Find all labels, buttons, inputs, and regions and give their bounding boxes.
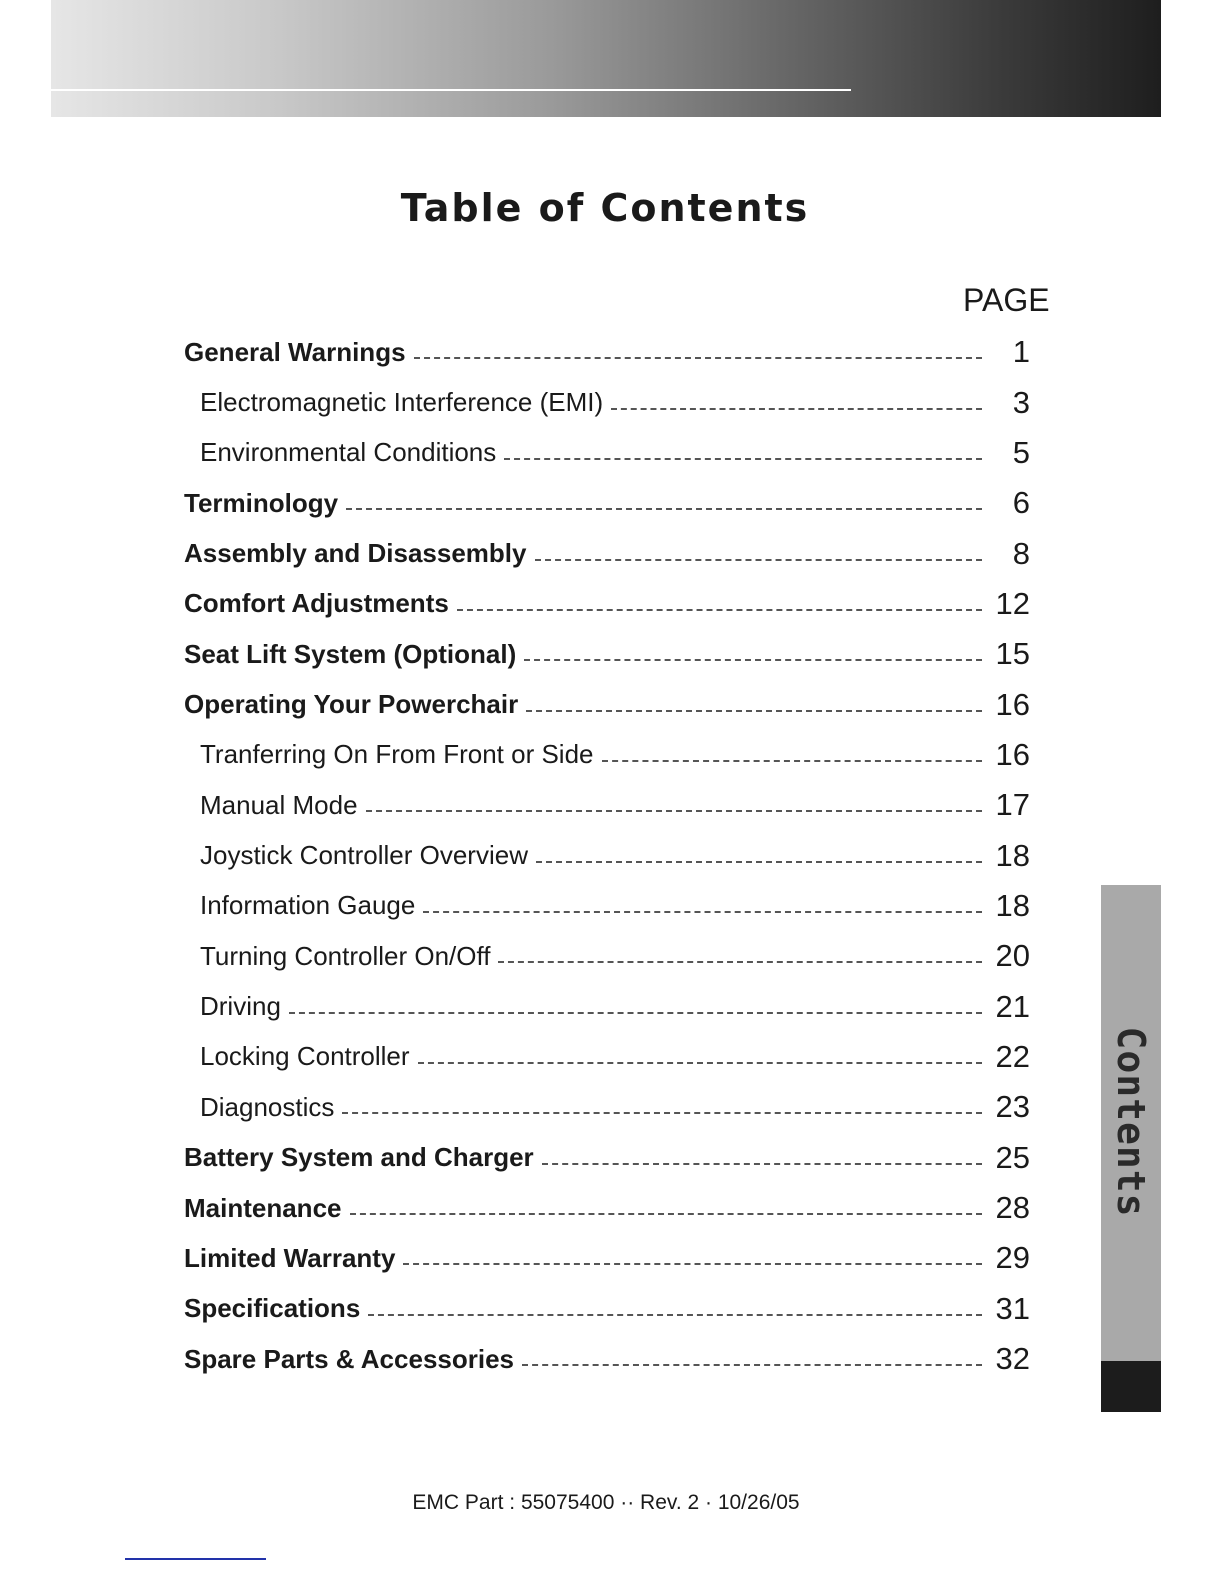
toc-entry-page: 32 [995, 1341, 1030, 1377]
toc-entry-label: Turning Controller On/Off [200, 940, 491, 971]
toc-entry-page: 18 [995, 887, 1030, 923]
toc-entry[interactable] [184, 931, 1030, 981]
page-column-label: PAGE [963, 282, 1050, 318]
toc-entry-page: 29 [995, 1240, 1030, 1276]
toc-entry-page: 22 [995, 1038, 1030, 1074]
toc-entry[interactable] [184, 1334, 1030, 1384]
toc-entry-label: Locking Controller [200, 1041, 410, 1072]
side-tab-label: Contents [1109, 1026, 1153, 1218]
toc-entry-page: 20 [995, 938, 1030, 974]
toc-entry-page: 25 [995, 1139, 1030, 1175]
toc-entry-page: 12 [995, 585, 1030, 621]
side-tab-block [1101, 1361, 1161, 1412]
toc-dot-leader [504, 458, 982, 460]
toc-entry[interactable] [184, 528, 1030, 578]
toc-entry-label: Tranferring On From Front or Side [200, 739, 594, 770]
toc-dot-leader [414, 357, 982, 359]
toc-dot-leader [526, 710, 982, 712]
toc-entry[interactable] [184, 1183, 1030, 1233]
table-of-contents [184, 327, 1030, 1384]
toc-dot-leader [368, 1314, 982, 1316]
toc-entry-label: Diagnostics [200, 1091, 335, 1122]
toc-entry-label: Driving [200, 991, 281, 1022]
page-title: Table of Contents [400, 186, 810, 230]
toc-dot-leader [289, 1012, 982, 1014]
toc-dot-leader [611, 408, 982, 410]
toc-entry[interactable] [184, 1032, 1030, 1082]
toc-dot-leader [522, 1364, 982, 1366]
toc-dot-leader [602, 760, 983, 762]
toc-entry[interactable] [184, 579, 1030, 629]
toc-entry-label: Assembly and Disassembly [184, 538, 527, 569]
toc-entry[interactable] [184, 830, 1030, 880]
toc-entry-label: General Warnings [184, 336, 406, 367]
toc-entry-label: Specifications [184, 1293, 361, 1324]
toc-dot-leader [342, 1112, 982, 1114]
toc-entry-page: 23 [995, 1089, 1030, 1125]
toc-entry-label: Comfort Adjustments [184, 588, 449, 619]
toc-entry-page: 6 [1012, 485, 1030, 521]
toc-entry-page: 8 [1012, 535, 1030, 571]
toc-dot-leader [457, 609, 982, 611]
toc-dot-leader [535, 559, 983, 561]
toc-entry-page: 28 [995, 1190, 1030, 1226]
footer-part-number: EMC Part : 55075400 ·· Rev. 2 · 10/26/05 [412, 1491, 800, 1514]
toc-entry-page: 17 [995, 787, 1030, 823]
toc-entry[interactable] [184, 730, 1030, 780]
toc-entry-page: 15 [995, 636, 1030, 672]
toc-dot-leader [346, 508, 982, 510]
toc-entry[interactable] [184, 428, 1030, 478]
toc-entry[interactable] [184, 377, 1030, 427]
toc-dot-leader [350, 1213, 983, 1215]
toc-entry[interactable] [184, 629, 1030, 679]
header-gradient-band [51, 0, 1161, 117]
toc-entry[interactable] [184, 981, 1030, 1031]
toc-dot-leader [498, 961, 982, 963]
toc-entry[interactable] [184, 679, 1030, 729]
toc-dot-leader [423, 911, 982, 913]
toc-entry-label: Information Gauge [200, 890, 416, 921]
header-rule [51, 89, 851, 91]
toc-dot-leader [524, 659, 982, 661]
toc-entry-label: Seat Lift System (Optional) [184, 638, 517, 669]
toc-entry-page: 1 [1012, 334, 1030, 370]
toc-entry[interactable] [184, 1082, 1030, 1132]
toc-entry-label: Manual Mode [200, 789, 358, 820]
toc-entry-page: 21 [995, 988, 1030, 1024]
toc-entry[interactable] [184, 327, 1030, 377]
toc-entry-page: 16 [995, 736, 1030, 772]
toc-entry-label: Terminology [184, 487, 339, 518]
toc-entry-label: Joystick Controller Overview [200, 840, 528, 871]
toc-dot-leader [403, 1263, 982, 1265]
toc-entry[interactable] [184, 478, 1030, 528]
toc-entry-label: Limited Warranty [184, 1242, 396, 1273]
toc-entry[interactable] [184, 1284, 1030, 1334]
toc-entry[interactable] [184, 1133, 1030, 1183]
footer-link-underline [125, 1558, 266, 1560]
toc-entry-label: Operating Your Powerchair [184, 689, 519, 720]
toc-dot-leader [542, 1163, 982, 1165]
toc-entry-page: 31 [995, 1290, 1030, 1326]
toc-entry-label: Battery System and Charger [184, 1142, 534, 1173]
toc-dot-leader [418, 1062, 982, 1064]
toc-entry-page: 3 [1012, 384, 1030, 420]
toc-entry-label: Spare Parts & Accessories [184, 1343, 515, 1374]
toc-dot-leader [536, 861, 982, 863]
toc-entry[interactable] [184, 881, 1030, 931]
toc-entry-label: Electromagnetic Interference (EMI) [200, 387, 604, 418]
toc-dot-leader [366, 810, 982, 812]
toc-entry[interactable] [184, 1233, 1030, 1283]
toc-entry-page: 18 [995, 837, 1030, 873]
toc-entry[interactable] [184, 780, 1030, 830]
toc-entry-page: 16 [995, 686, 1030, 722]
toc-entry-page: 5 [1012, 434, 1030, 470]
toc-entry-label: Environmental Conditions [200, 437, 497, 468]
toc-entry-label: Maintenance [184, 1192, 342, 1223]
